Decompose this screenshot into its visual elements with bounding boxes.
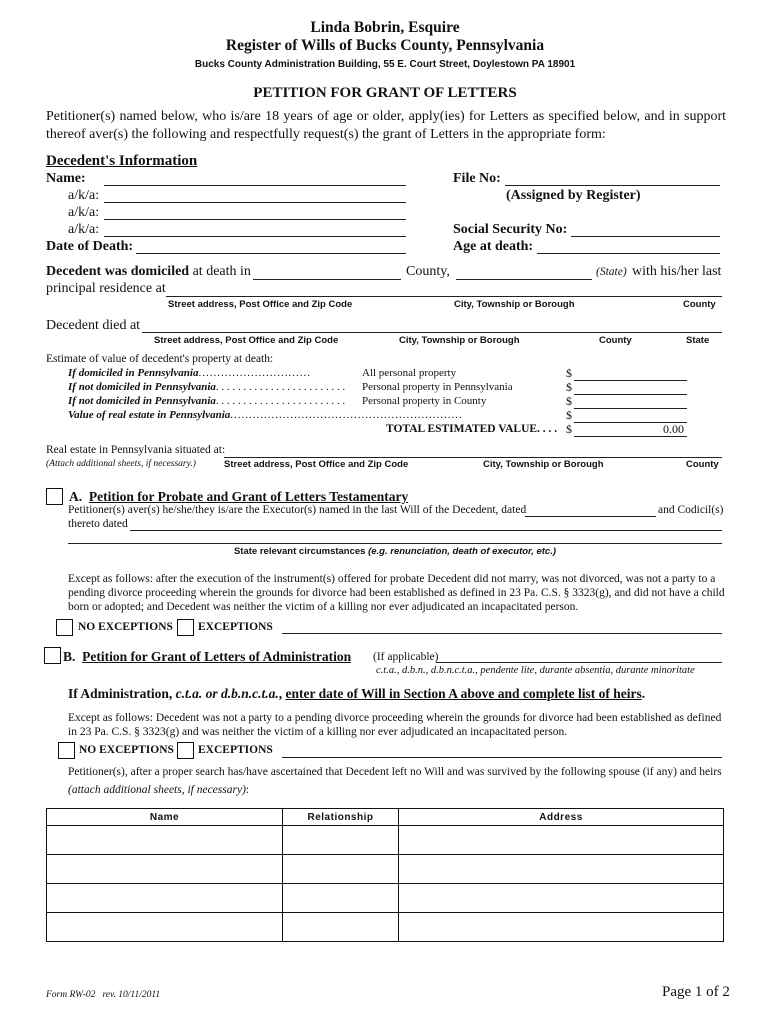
section-b-no-exceptions-checkbox[interactable] [58,742,75,759]
attach-sheets-note: (Attach additional sheets, if necessary.) [46,459,196,469]
principal-residence-label: principal residence at [46,281,166,296]
page-number: Page 1 of 2 [662,984,730,1000]
aka-label-1: a/k/a: [68,188,100,203]
caption-city-1: City, Township or Borough [454,299,575,310]
estimate-row-3-currency: $ [566,394,572,408]
estimate-row-2-desc: Personal property in Pennsylvania [362,381,513,393]
domicile-county-field[interactable] [253,279,401,280]
estimate-row-3-desc: Personal property in County [362,395,487,407]
estimate-row-1-desc: All personal property [362,367,457,379]
relevant-circumstances-field[interactable] [68,543,722,544]
estimate-row-2-field[interactable] [574,394,687,395]
table-row [47,913,724,942]
assigned-by-register: (Assigned by Register) [506,188,641,203]
table-row [47,884,724,913]
total-estimated-label: TOTAL ESTIMATED VALUE. . . . [386,423,558,435]
codicil-label: and Codicil(s) [658,504,724,516]
estimate-row-4-label: Value of real estate in Pennsylvania.............................................................. [68,409,463,421]
estimate-row-2-currency: $ [566,380,572,394]
heir-address-cell[interactable] [399,913,724,942]
section-a-exceptions-paragraph: Except as follows: after the execution of the instrument(s) offered for probate Decedent did not marry, was not divorced, was not a party to a pending divorce proceeding wherein the grounds for divorce had been established as defined in 23 Pa. C.S. § 3323(g), and did not have a child born or adopted; and Decedent was neither the victim of a killing nor ever adjudicated an incapacitated person. [68,573,725,613]
name-label: Name: [46,171,86,186]
aka-field-1[interactable] [104,202,406,203]
section-b-checkbox[interactable] [44,647,61,664]
caption-county-3: County [686,459,719,470]
section-a-title: A. Petition for Probate and Grant of Letters Testamentary [69,489,409,504]
register-office: Register of Wills of Bucks County, Pennsylvania [225,37,545,54]
age-field[interactable] [537,253,720,254]
county-label: County, [406,264,450,279]
caption-street-3: Street address, Post Office and Zip Code [224,459,409,470]
state-label: (State) [596,266,627,278]
intro-paragraph: Petitioner(s) named below, who is/are 18 years of age or older, apply(ies) for Letters as specified below, and in support thereof aver(s) the following and respectfully request(s) the grant of Letters in the appropriate form: [46,109,726,142]
section-a-exceptions-field[interactable] [282,633,722,634]
caption-city-3: City, Township or Borough [483,459,604,470]
if-applicable-label: (If applicable) [373,651,439,663]
estimate-row-1-label: If domiciled in Pennsylvania.............................. [68,367,311,379]
section-b-exceptions-field[interactable] [282,757,722,758]
caption-county-1: County [683,299,716,310]
principal-residence-field[interactable] [166,296,722,297]
heir-address-cell[interactable] [399,826,724,855]
age-label: Age at death: [453,239,534,254]
estimate-heading: Estimate of value of decedent's property at death: [46,353,274,365]
column-header-address: Address [399,809,724,826]
heir-name-cell[interactable] [47,826,283,855]
table-row [47,855,724,884]
heirs-table-header [47,809,724,826]
section-b-no-exceptions-label: NO EXCEPTIONS [79,744,174,756]
register-address: Bucks County Administration Building, 55 E. Court Street, Doylestown PA 18901 [194,59,576,70]
heir-address-cell[interactable] [399,884,724,913]
column-header-relationship: Relationship [283,809,399,826]
form-number: Form RW-02 rev. 10/11/2011 [46,990,161,1000]
section-a-exceptions-checkbox[interactable] [177,619,194,636]
file-no-label: File No: [453,171,501,186]
thereto-dated-label: thereto dated [68,518,128,530]
died-at-field[interactable] [142,332,722,333]
aka-field-2[interactable] [104,219,406,220]
heir-relationship-cell[interactable] [283,855,399,884]
section-b-exceptions-label: EXCEPTIONS [198,744,273,756]
section-a-no-exceptions-label: NO EXCEPTIONS [78,621,173,633]
caption-county-2: County [599,335,632,346]
estimate-row-1-currency: $ [566,366,572,380]
died-at-label: Decedent died at [46,318,141,333]
aka-label-3: a/k/a: [68,222,100,237]
estimate-row-2-label: If not domiciled in Pennsylvania. . . . . . . . . . . . . . . . . . . . . . . . [68,381,346,393]
file-no-field[interactable] [505,185,720,186]
table-row [47,826,724,855]
dod-field[interactable] [136,253,406,254]
caption-city-2: City, Township or Borough [399,335,520,346]
relevant-circumstances-caption: State relevant circumstances (e.g. renunciation, death of executor, etc.) [233,546,557,557]
page-title: PETITION FOR GRANT OF LETTERS [253,85,517,101]
decedent-heading: Decedent's Information [46,153,198,169]
heirs-paragraph: Petitioner(s), after a proper search has/have ascertained that Decedent left no Will and was survived by the following spouse (if any) and heirs (attach additional sheets, if necessary): [68,766,722,796]
section-a-no-exceptions-checkbox[interactable] [56,619,73,636]
realestate-label: Real estate in Pennsylvania situated at: [46,444,226,456]
caption-street-1: Street address, Post Office and Zip Code [168,299,353,310]
codicil-date-field[interactable] [130,530,722,531]
column-header-name: Name [47,809,283,826]
section-b-exceptions-checkbox[interactable] [177,742,194,759]
heirs-table [46,808,724,942]
heir-relationship-cell[interactable] [283,884,399,913]
heir-relationship-cell[interactable] [283,913,399,942]
caption-state-2: State [686,335,710,346]
domicile-state-field[interactable] [456,279,592,280]
register-name: Linda Bobrin, Esquire [310,19,460,36]
estimate-row-1-field[interactable] [574,380,687,381]
ssn-label: Social Security No: [453,222,568,237]
heir-name-cell[interactable] [47,913,283,942]
estimate-row-3-field[interactable] [574,408,687,409]
section-a-exceptions-label: EXCEPTIONS [198,621,273,633]
estimate-row-4-currency: $ [566,408,572,422]
dod-label: Date of Death: [46,239,134,254]
domiciled-text: Decedent was domiciled at death in [46,264,251,279]
ssn-field[interactable] [571,236,720,237]
heir-relationship-cell[interactable] [283,826,399,855]
section-b-title: B. Petition for Grant of Letters of Administration [63,649,352,664]
administration-type-field[interactable] [436,662,722,663]
aka-label-2: a/k/a: [68,205,100,220]
heir-name-cell[interactable] [47,884,283,913]
administration-instruction: If Administration, c.t.a. or d.b.n.c.t.a., enter date of Will in Section A above and complete list of heirs. [68,686,646,701]
section-a-executor-text: Petitioner(s) aver(s) he/she/they is/are the Executor(s) named in the last Will of the Decedent, dated [68,504,527,516]
estimate-row-3-label: If not domiciled in Pennsylvania. . . . . . . . . . . . . . . . . . . . . . . . [68,395,346,407]
heir-name-cell[interactable] [47,855,283,884]
section-a-checkbox[interactable] [46,488,63,505]
will-date-field[interactable] [525,516,656,517]
heir-address-cell[interactable] [399,855,724,884]
with-last-label: with his/her last [632,264,722,279]
total-value[interactable]: 0.00 [663,422,684,436]
administration-types: c.t.a., d.b.n., d.b.n.c.t.a., pendente lite, durante absentia, durante minoritate [376,665,695,676]
name-field[interactable] [104,185,406,186]
section-b-exceptions-paragraph: Except as follows: Decedent was not a party to a pending divorce proceeding wherein the grounds for divorce had been established as defined in 23 Pa. C.S. § 3323(g) and was neither the victim of a killing nor ever adjudicated an incapacitated person. [68,712,722,738]
aka-field-3[interactable] [104,236,406,237]
total-currency: $ [566,422,572,436]
caption-street-2: Street address, Post Office and Zip Code [154,335,339,346]
realestate-field[interactable] [224,457,722,458]
